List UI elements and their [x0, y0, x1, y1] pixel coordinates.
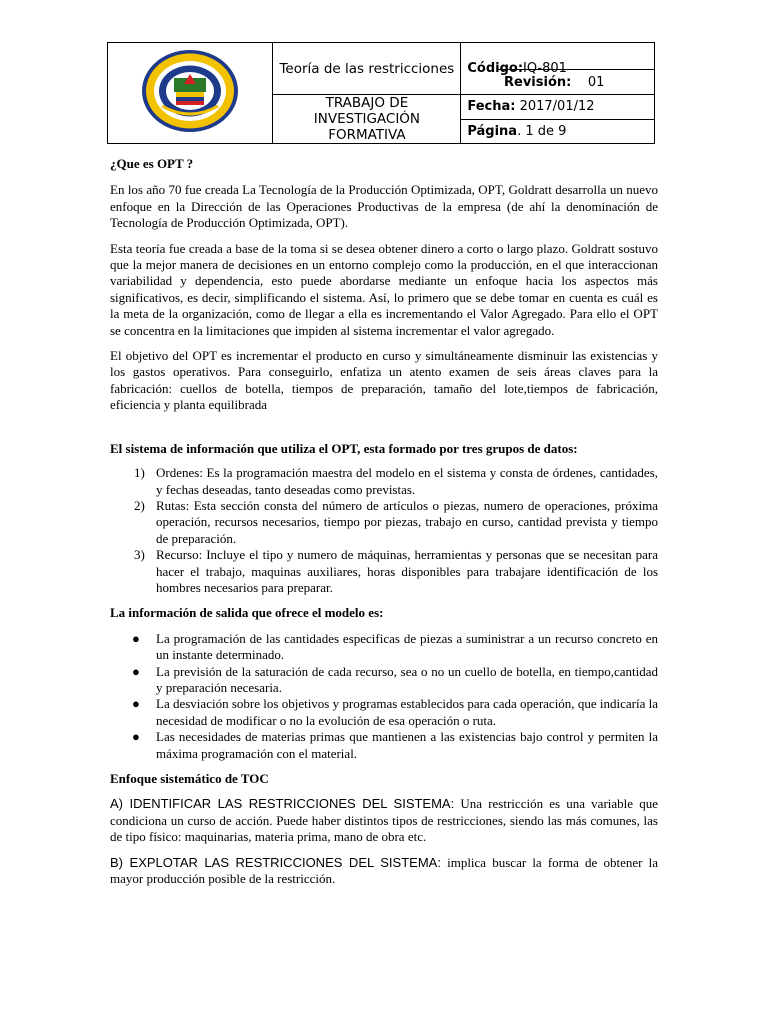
section-title-enfoque: Enfoque sistemático de TOC: [110, 771, 269, 786]
section-title-opt: ¿Que es OPT ?: [110, 156, 194, 171]
pagina-value: . 1 de 9: [517, 123, 567, 139]
list-text: La previsión de la saturación de cada recurso, sea o no un cuello de botella, en tiempo,cantidad y preparación necesaria.: [156, 663, 658, 695]
paragraph-1: En los año 70 fue creada La Tecnología de la Producción Optimizada, OPT, Goldratt desarrolla un nuevo enfoque en la Dirección de las Operaciones Productivas de la empresa (de ahí la denominación de Tecnología de Producción Optimizada, OPT).: [110, 182, 658, 231]
step-a-text: Una restricción es una variable que condiciona un curso de acción. Puede haber distintos tipos de restricciones, siendo las más comunes, las de tipo físico: maquinarias, materia prima, mano de obra etc.: [110, 796, 658, 845]
step-a-title: A) IDENTIFICAR LAS RESTRICCIONES DEL SISTEMA:: [110, 796, 455, 812]
list-number: 2): [134, 497, 145, 513]
fecha-cell: [461, 95, 655, 120]
logo-cell: [108, 43, 273, 144]
list-item: [110, 696, 658, 729]
list-number: 1): [134, 465, 145, 481]
list-item: [110, 498, 658, 547]
list-text: Rutas: Esta sección consta del número de artículos o piezas, numero de operaciones, próxima operación, recursos necesarios, tiempo por piezas, trabajo en curso, cantidad prevista y tiempo de preparación.: [156, 497, 658, 546]
fecha-value: 2017/01/12: [519, 99, 595, 115]
university-seal-icon: [140, 48, 240, 134]
list-text: La programación de las cantidades especificas de piezas a suministrar a un recurso concreto en un instante determinado.: [156, 630, 658, 663]
bullet-icon: ●: [132, 696, 140, 712]
revision-value: 01: [587, 75, 605, 90]
paragraph-2: Esta teoría fue creada a base de la toma si se desea obtener dinero a corto o largo plazo. Goldratt sostuvo que la mejor manera de decisiones en un entorno complejo como la producción, en el que interaccionan variabilidad y dependencia, esto puede abordarse mediante un enfoque hacia los aspectos más significativos, es decir, simplificando el sistema. Así, lo primero que se debe tomar en cuenta es cuál es la meta de la organización, como de llegar a ella es incrementando el Valor Agregado. Para ello el OPT se concentra en la limitaciones que impiden al sistema incrementar el valor agregado.: [110, 240, 658, 338]
list-item: [110, 631, 658, 664]
fecha-label: Fecha:: [467, 99, 516, 115]
list-number: 3): [134, 547, 145, 563]
codigo-value: IQ-801: [523, 61, 567, 76]
step-b-text: implica buscar la forma de obtener la mayor producción posible de la restricción.: [110, 854, 658, 887]
list-text: Recurso: Incluye el tipo y numero de máquinas, herramientas y personas que se necesitan para hacer el trabajo, maquinas auxiliares, horas disponibles para trabajare identificación de los hombres necesarios para preparar.: [156, 547, 658, 595]
list-item: [110, 465, 658, 498]
pagina-label: Página: [467, 123, 518, 139]
document-subtitle: TRABAJO DE INVESTIGACIÓN FORMATIVA: [273, 95, 461, 144]
bullet-icon: ●: [132, 630, 140, 646]
bullet-icon: ●: [132, 729, 140, 745]
list-text: La desviación sobre los objetivos y programas establecidos para cada operación, que indicaría la necesidad de modificar o no la evolución de esa operación o ruta.: [156, 696, 658, 728]
step-b-title: B) EXPLOTAR LAS RESTRICCIONES DEL SISTEMA:: [110, 854, 441, 870]
revision-cell: [498, 69, 655, 95]
bullet-list: [110, 631, 658, 762]
numbered-list: [110, 465, 658, 596]
document-body: [110, 156, 658, 887]
revision-label: Revisión:: [504, 75, 572, 90]
pagina-cell: [461, 119, 655, 144]
bullet-icon: ●: [132, 663, 140, 679]
paragraph-b: [110, 855, 658, 888]
section-title-sistema: El sistema de información que utiliza el OPT, esta formado por tres grupos de datos:: [110, 440, 578, 456]
list-item: [110, 664, 658, 697]
paragraph-a: [110, 796, 658, 845]
section-title-salida: La información de salida que ofrece el modelo es:: [110, 605, 384, 621]
list-item: [110, 547, 658, 596]
list-item: [110, 729, 658, 762]
paragraph-3: El objetivo del OPT es incrementar el producto en curso y simultáneamente disminuir las existencias y los gastos operativos. Para conseguirlo, enfatiza un atento examen de seis áreas claves para la fabricación: cuellos de botella, tiempos de preparación, tamaño del lote,tiempos de fabricación, eficiencia y planta equilibrada: [110, 348, 658, 413]
document-title: Teoría de las restricciones: [273, 43, 461, 95]
list-text: Ordenes: Es la programación maestra del modelo en el sistema y consta de órdenes, cantidades, y fechas deseadas, tanto deseadas como previstas.: [156, 465, 658, 497]
codigo-label: Código:: [467, 61, 524, 76]
list-text: Las necesidades de materias primas que mantienen a las existencias bajo control y permiten la máxima programación con el material.: [156, 729, 658, 761]
